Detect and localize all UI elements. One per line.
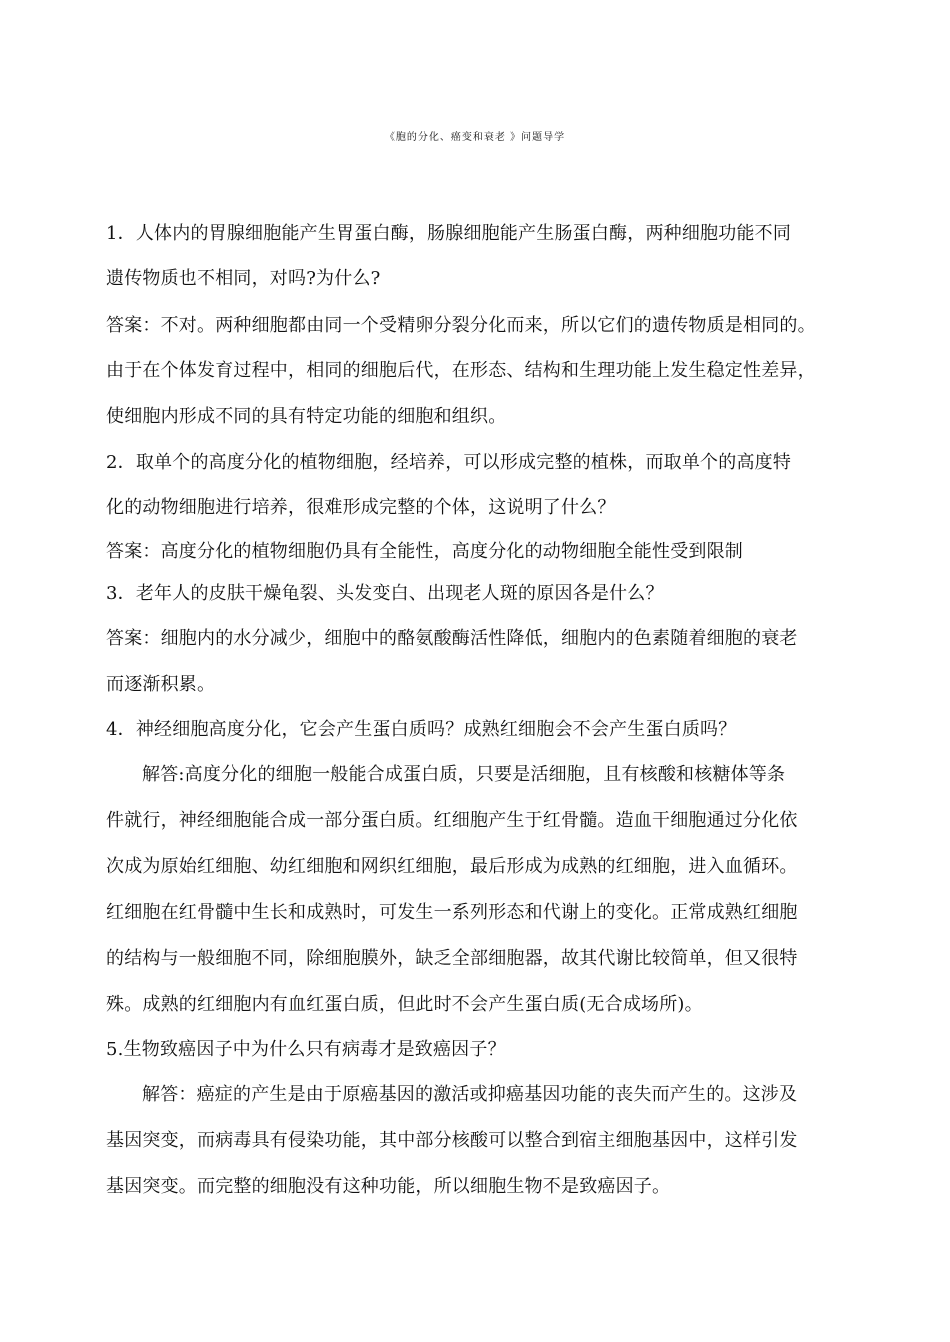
answer-5-line-3: 基因突变。而完整的细胞没有这种功能，所以细胞生物不是致癌因子。 [106, 1176, 671, 1197]
question-4-line-1: 4．神经细胞高度分化，它会产生蛋白质吗？成熟红细胞会不会产生蛋白质吗？ [106, 719, 737, 740]
answer-4-line-4: 红细胞在红骨髓中生长和成熟时，可发生一系列形态和代谢上的变化。正常成熟红细胞 [106, 902, 798, 923]
document-title: 《胞的分化、癌变和衰老 》问题导学 [384, 132, 566, 143]
answer-3-line-1: 答案：细胞内的水分减少，细胞中的酪氨酸酶活性降低，细胞内的色素随着细胞的衰老 [106, 628, 798, 649]
question-2-line-1: 2．取单个的高度分化的植物细胞，经培养，可以形成完整的植株，而取单个的高度特 [106, 452, 792, 473]
answer-1-line-3: 使细胞内形成不同的具有特定功能的细胞和组织。 [106, 406, 507, 427]
answer-4-line-2: 件就行，神经细胞能合成一部分蛋白质。红细胞产生于红骨髓。造血干细胞通过分化依 [106, 810, 798, 831]
answer-4-line-6: 殊。成熟的红细胞内有血红蛋白质，但此时不会产生蛋白质(无合成场所)。 [106, 994, 703, 1015]
answer-5-line-2: 基因突变，而病毒具有侵染功能，其中部分核酸可以整合到宿主细胞基因中，这样引发 [106, 1130, 798, 1151]
question-1-line-1: 1．人体内的胃腺细胞能产生胃蛋白酶，肠腺细胞能产生肠蛋白酶，两种细胞功能不同 [106, 223, 792, 244]
question-1-line-2: 遗传物质也不相同，对吗?为什么? [106, 268, 381, 289]
question-2-line-2: 化的动物细胞进行培养，很难形成完整的个体，这说明了什么？ [106, 497, 616, 518]
answer-4-line-5: 的结构与一般细胞不同，除细胞膜外，缺乏全部细胞器，故其代谢比较简单，但又很特 [106, 948, 798, 969]
answer-4-line-3: 次成为原始红细胞、幼红细胞和网织红细胞，最后形成为成熟的红细胞，进入血循环。 [106, 856, 798, 877]
answer-5-line-1: 解答：癌症的产生是由于原癌基因的激活或抑癌基因功能的丧失而产生的。这涉及 [142, 1084, 798, 1105]
answer-2-line-1: 答案：高度分化的植物细胞仍具有全能性，高度分化的动物细胞全能性受到限制 [106, 541, 743, 562]
answer-4-line-1: 解答:高度分化的细胞一般能合成蛋白质，只要是活细胞，且有核酸和核糖体等条 [142, 764, 786, 785]
answer-3-line-2: 而逐渐积累。 [106, 674, 216, 695]
question-5-line-1: 5.生物致癌因子中为什么只有病毒才是致癌因子？ [106, 1039, 506, 1060]
answer-1-line-1: 答案：不对。两种细胞都由同一个受精卵分裂分化而来，所以它们的遗传物质是相同的。 [106, 315, 816, 336]
question-3-line-1: 3．老年人的皮肤干燥龟裂、头发变白、出现老人斑的原因各是什么？ [106, 583, 664, 604]
answer-1-line-2: 由于在个体发育过程中，相同的细胞后代，在形态、结构和生理功能上发生稳定性差异， [106, 360, 816, 381]
